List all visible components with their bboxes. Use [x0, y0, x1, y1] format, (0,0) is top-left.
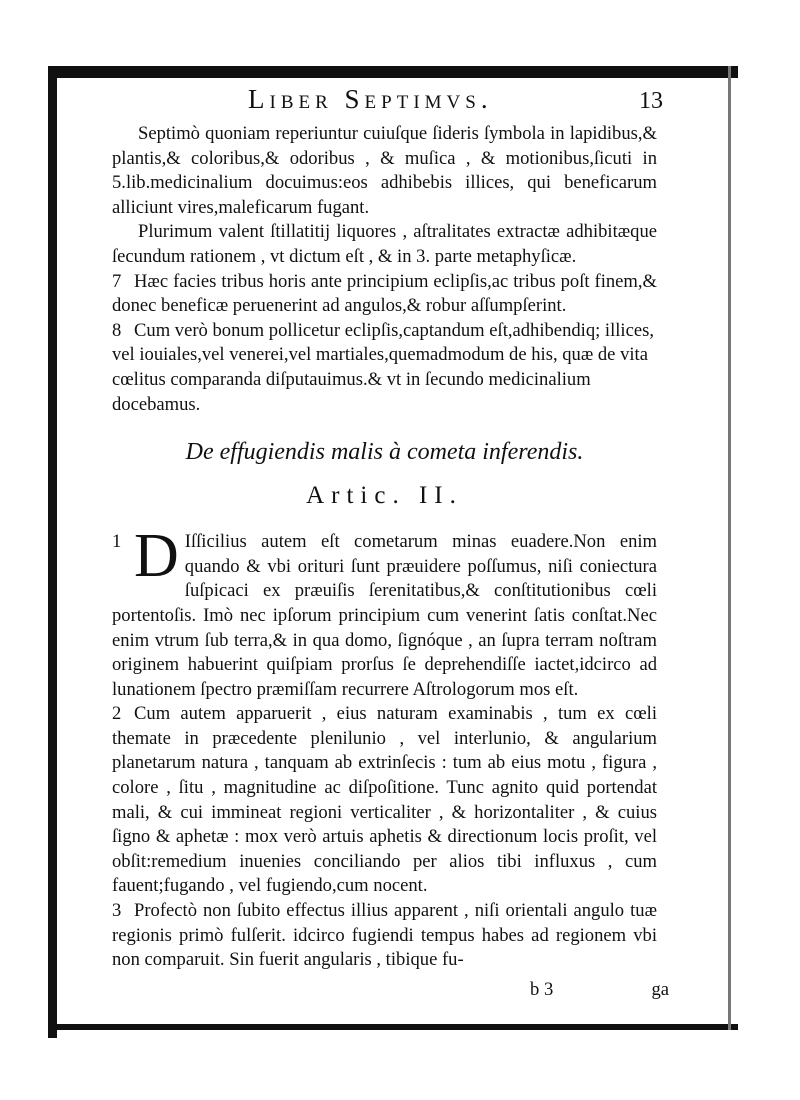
drop-cap: D: [134, 522, 179, 591]
frame-right-border: [728, 66, 731, 1030]
page-header: [112, 82, 663, 122]
paragraph-text: Cum autem apparuerit , eius naturam examinabis , tum ex cœli themate in præcedente plenilunio , vel interlunio, & angularium planetarum natura , tanquam ab extrinſecis : tum ab eius motu , figura , colore , ſitu , magnitudine ac diſpoſitione. Tunc agnito quid portendat mali, & cui immineat regioni verticaliter , & horizontaliter , & cuius ſigno & aphetæ : mox verò artuis aphetis & directionum locis proſit, vel obſit:remedium inuenies conciliando per alios tibi influxus , cum fauent;fugando , vel fugiendo,cum nocent.: [112, 703, 657, 897]
frame-top-border: [48, 66, 738, 78]
numbered-paragraph-7: [112, 270, 657, 319]
paragraph-text: Cum verò bonum pollicetur eclipſis,captandum eſt,adhibendiq; illices, vel iouiales,vel venerei,vel martiales,quemadmodum de his, quæ de vita cœlitus comparanda diſputauimus.& vt in ſecundo medicinalium docebamus.: [112, 319, 654, 415]
numbered-paragraph-3: [112, 899, 657, 973]
paragraph-number: 1: [112, 531, 122, 553]
signature-mark: b 3: [530, 978, 554, 1000]
catchword: ga: [651, 978, 669, 1000]
paragraph-septimo: Septimò quoniam reperiuntur cuiuſque ſideris ſymbola in lapidibus,& plantis,& coloribus,& odoribus , & muſica , & motionibus,ſicuti in 5.lib.medicinalium docuimus:eos adhibebis illices, qui beneficarum alliciunt vires,maleficarum fugant.: [112, 123, 657, 218]
section-heading: De effugiendis malis à cometa inferendis.: [185, 439, 584, 466]
article-heading: Artic. II.: [306, 482, 463, 510]
frame-bottom-border: [48, 1024, 738, 1030]
numbered-paragraph-2: [112, 702, 657, 899]
paragraph-number: 7: [112, 270, 122, 292]
numbered-paragraph-8: [112, 319, 657, 417]
page-footer: [112, 978, 669, 1005]
paragraph-number: 8: [112, 319, 122, 341]
paragraph-plurimum: Plurimum valent ſtillatitij liquores , aſtralitates extractæ adhibitæque ſecundum rationem , vt dictum eſt , & in 3. parte metaphyſicæ.: [112, 221, 657, 267]
folio-number: 13: [639, 88, 663, 114]
article-paragraph-1: [112, 522, 657, 702]
paragraph-text: Iſſicilius autem eſt cometarum minas euadere.Non enim quando & vbi orituri ſunt præuidere poſſumus, niſi coniectura ſuſpicaci ex præuiſis ſerenitatibus,& conſtitutionibus cœli portentoſis. Imò nec ipſorum principium cum venerint ſatis conſtat.Nec enim vtrum ſub terra,& in qua domo, ſignóque , an ſupra terram noſtram originem habuerint quiſpiam prorſus ſe deprehendiſſe iactet,idcirco ad lunationem ſpectro præmiſſam recurrere Aſtrologorum mos eſt.: [112, 531, 657, 700]
paragraph-text: Profectò non ſubito effectus illius apparent , niſi orientali angulo tuæ regionis primò fulſerit. idcirco fugiendi tempus habes ad regionem vbi non comparuit. Sin fuerit angularis , tibique fu-: [112, 900, 657, 971]
paragraph-number: 2: [112, 703, 122, 725]
running-title: Liber Septimvs.: [248, 84, 493, 114]
page-content: [112, 82, 669, 1005]
paragraph-text: Hæc facies tribus horis ante principium eclipſis,ac tribus poſt finem,& donec beneficæ peruenerint ad angulos,& robur aſſumpſerint.: [112, 270, 657, 317]
frame-left-border: [48, 66, 57, 1038]
paragraph-number: 3: [112, 900, 122, 922]
